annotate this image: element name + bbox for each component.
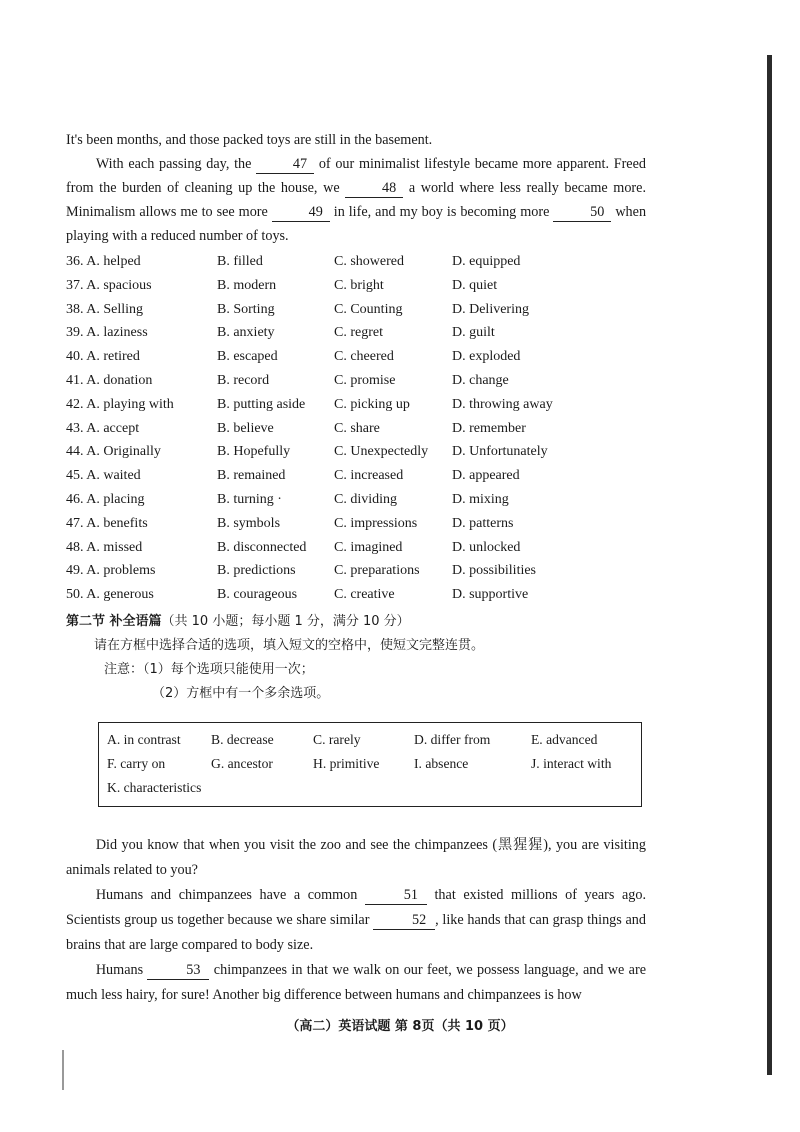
word-option: G. ancestor <box>211 755 273 771</box>
blank-50: 50 <box>553 203 611 222</box>
word-option: I. absence <box>414 755 469 771</box>
blank-53: 53 <box>147 961 209 980</box>
section-title <box>66 610 646 634</box>
option-choice: 45. A. waited <box>66 468 141 484</box>
option-choice: 37. A. spacious <box>66 277 152 293</box>
option-choice: 38. A. Selling <box>66 301 144 317</box>
option-choice: B. symbols <box>217 515 281 531</box>
option-choice: 41. A. donation <box>66 372 153 388</box>
option-choice: 46. A. placing <box>66 491 145 507</box>
option-row <box>66 369 646 393</box>
option-row <box>66 583 646 607</box>
option-row <box>66 464 646 488</box>
passage-text: , like hands that can grasp things and brains that are large compared to body size. <box>66 911 646 953</box>
option-choice: D. remember <box>452 420 526 436</box>
option-choice: D. possibilities <box>452 563 537 579</box>
option-choice: C. bright <box>334 277 384 293</box>
option-choice: D. Delivering <box>452 301 529 317</box>
option-row <box>66 417 646 441</box>
exam-page <box>66 128 646 1008</box>
passage-text: a world where less really became more. Minimalism allows me to see more <box>66 180 646 220</box>
word-box <box>98 722 642 807</box>
option-choice: 40. A. retired <box>66 349 140 365</box>
answer-options <box>66 250 646 607</box>
option-choice: C. Counting <box>334 301 403 317</box>
option-choice: B. anxiety <box>217 325 275 341</box>
word-option: H. primitive <box>313 755 380 771</box>
passage-text: Humans and chimpanzees have a common <box>95 886 358 903</box>
option-row <box>66 274 646 298</box>
blank-49: 49 <box>272 203 330 222</box>
option-choice: C. regret <box>334 325 383 341</box>
option-choice: D. supportive <box>452 587 529 603</box>
option-choice: B. record <box>217 372 270 388</box>
section-note-1: 注意：（1）每个选项只能使用一次； <box>104 661 314 677</box>
option-choice: B. filled <box>217 254 263 269</box>
word-option: C. rarely <box>313 731 361 747</box>
option-row <box>66 512 646 536</box>
option-choice: B. Hopefully <box>217 444 291 460</box>
option-row <box>66 298 646 322</box>
option-choice: 47. A. benefits <box>66 515 148 531</box>
passage-paragraph <box>66 152 646 248</box>
passage2-paragraph-2 <box>66 883 646 958</box>
passage-text: With each passing day, the <box>95 156 252 172</box>
word-option: J. interact with <box>531 755 612 771</box>
word-option: B. decrease <box>211 731 274 747</box>
option-choice: 43. A. accept <box>66 420 140 436</box>
option-choice: D. guilt <box>452 325 495 341</box>
option-choice: C. creative <box>334 587 395 603</box>
word-option: F. carry on <box>107 755 166 771</box>
option-choice: C. picking up <box>334 396 410 412</box>
option-choice: C. cheered <box>334 349 394 365</box>
word-box-row <box>107 776 633 800</box>
option-choice: B. predictions <box>217 563 296 579</box>
word-box-row <box>107 752 633 776</box>
option-choice: C. showered <box>334 254 404 269</box>
option-row <box>66 559 646 583</box>
section-instruction: 请在方框中选择合适的选项，填入短文的空格中，使短文完整连贯。 <box>94 637 485 653</box>
scan-edge-bar <box>767 55 772 1075</box>
passage-text: when playing with a reduced number of toys. <box>66 204 647 244</box>
passage-text: Humans <box>95 961 144 978</box>
word-box-row <box>107 728 633 752</box>
passage-text: in life, and my boy is becoming more <box>333 204 550 220</box>
option-choice: C. dividing <box>334 491 398 507</box>
passage-line: It's been months, and those packed toys are still in the basement. <box>66 132 433 148</box>
page-footer: （高二）英语试题 第 8页（共 10 页） <box>286 1019 514 1034</box>
passage-text: that existed millions of years ago. Scientists group us together because we share similar <box>66 886 647 928</box>
blank-47: 47 <box>256 155 314 174</box>
blank-52: 52 <box>373 911 435 930</box>
passage-2 <box>66 833 646 1008</box>
option-row <box>66 321 646 345</box>
option-choice: D. mixing <box>452 491 509 507</box>
option-choice: B. believe <box>217 420 274 436</box>
option-row <box>66 488 646 512</box>
option-choice: D. equipped <box>452 254 521 269</box>
option-choice: C. share <box>334 420 380 436</box>
passage-text: of our minimalist lifestyle became more apparent. Freed from the burden of cleaning up the house, we <box>66 156 646 196</box>
word-option: A. in contrast <box>107 731 181 747</box>
section-heading: 第二节 补全语篇 <box>66 613 162 629</box>
option-choice: B. remained <box>217 468 286 484</box>
section-note-2: （2）方框中有一个多余选项。 <box>152 685 330 701</box>
option-choice: B. courageous <box>217 587 298 603</box>
option-choice: C. imagined <box>334 539 403 555</box>
option-choice: D. throwing away <box>452 396 553 412</box>
section-score-note: （共 10 小题；每小题 1 分，满分 10 分） <box>161 613 410 629</box>
passage2-paragraph-3 <box>66 958 646 1008</box>
option-choice: D. unlocked <box>452 539 521 555</box>
option-choice: 49. A. problems <box>66 563 156 579</box>
option-choice: D. quiet <box>452 277 498 293</box>
option-row <box>66 536 646 560</box>
option-choice: C. Unexpectedly <box>334 444 429 460</box>
option-choice: 39. A. laziness <box>66 325 148 341</box>
option-choice: B. Sorting <box>217 301 275 317</box>
option-choice: 48. A. missed <box>66 539 143 555</box>
option-choice: B. escaped <box>217 349 278 365</box>
option-choice: D. Unfortunately <box>452 444 548 460</box>
option-choice: D. exploded <box>452 349 521 365</box>
option-choice: C. impressions <box>334 515 418 531</box>
blank-51: 51 <box>365 886 427 905</box>
word-option: K. characteristics <box>107 779 202 795</box>
scan-edge-mark <box>62 1050 64 1090</box>
option-choice: C. increased <box>334 468 404 484</box>
option-choice: 44. A. Originally <box>66 444 161 460</box>
option-choice: 50. A. generous <box>66 587 154 603</box>
option-choice: 42. A. playing with <box>66 396 174 412</box>
option-choice: B. putting aside <box>217 396 306 412</box>
word-option: E. advanced <box>531 731 598 747</box>
option-choice: D. patterns <box>452 515 514 531</box>
option-choice: D. change <box>452 372 509 388</box>
option-choice: B. disconnected <box>217 539 307 555</box>
option-choice: B. modern <box>217 277 277 293</box>
option-row <box>66 440 646 464</box>
option-choice: C. preparations <box>334 563 420 579</box>
option-row <box>66 393 646 417</box>
passage-text: chimpanzees in that we walk on our feet, we possess language, and we are much less hairy, for sure! Another big difference between humans and chimpanzees is how <box>66 961 647 1003</box>
passage2-paragraph-1: Did you know that when you visit the zoo and see the chimpanzees (黑猩猩), you are visiting animals related to you? <box>66 836 646 878</box>
option-choice: B. turning · <box>217 491 282 507</box>
option-choice: 36. A. helped <box>66 254 141 269</box>
option-choice: D. appeared <box>452 468 520 484</box>
option-row <box>66 250 646 274</box>
option-row <box>66 345 646 369</box>
blank-48: 48 <box>345 179 403 198</box>
word-option: D. differ from <box>414 731 491 747</box>
option-choice: C. promise <box>334 372 396 388</box>
